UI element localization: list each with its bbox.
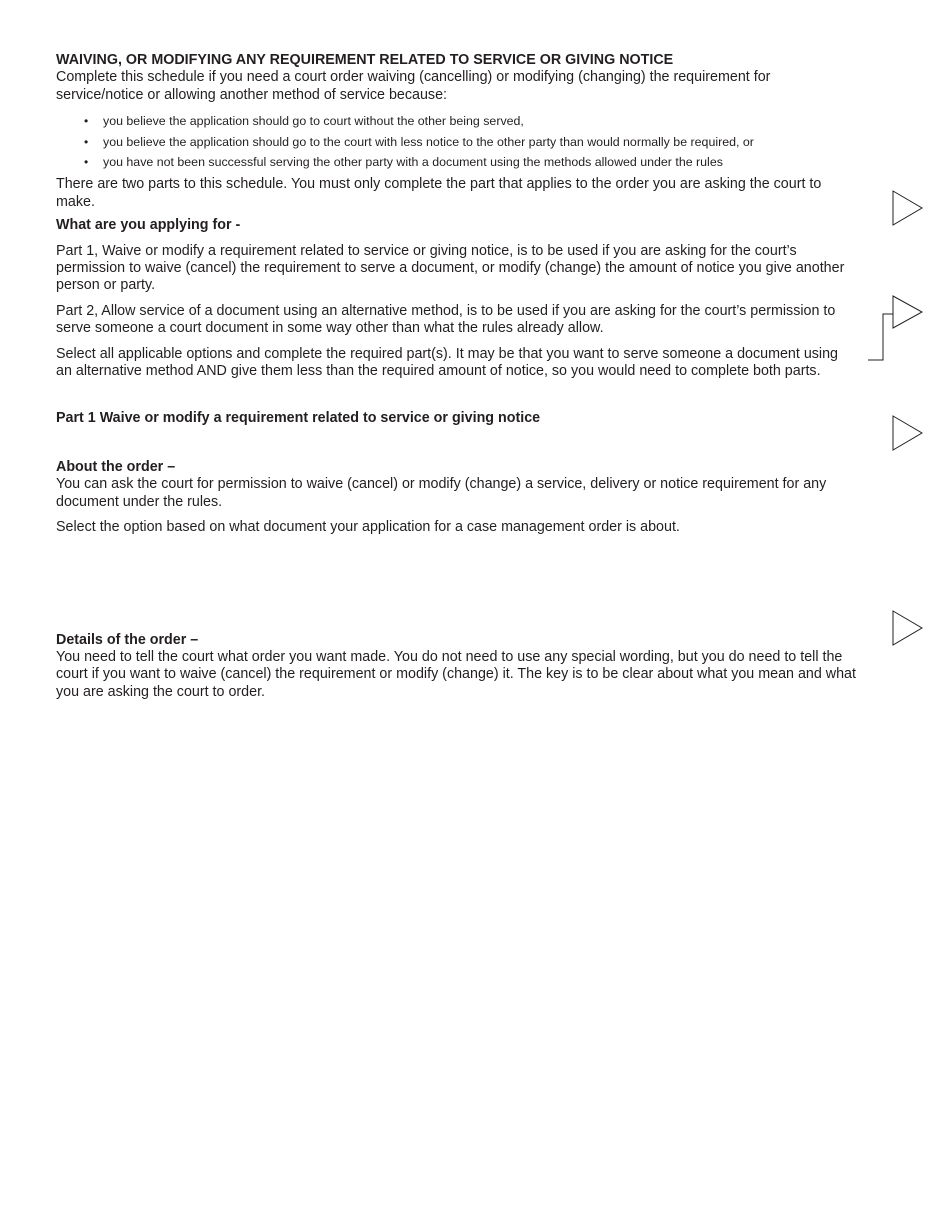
list-item: • you believe the application should go to court without the other being served, <box>56 114 856 129</box>
details-order-text: You need to tell the court what order you want made. You do not need to use any special wording, but you do need to tell the court if you want to waive (cancel) the requirement or modify (change) it. The key is to be clear about what you mean and what you are asking the court to order. <box>56 648 856 700</box>
select-option-text: Select the option based on what document your application for a case management order is about. <box>56 519 680 536</box>
about-order-heading: About the order – <box>56 458 176 475</box>
triangle-arrow-icon <box>892 415 924 451</box>
reasons-list <box>56 114 856 170</box>
triangle-arrow-icon <box>892 610 924 646</box>
section-title: WAIVING, OR MODIFYING ANY REQUIREMENT RELATED TO SERVICE OR GIVING NOTICE <box>56 52 674 68</box>
details-order-heading: Details of the order – <box>56 631 199 648</box>
triangle-arrow-icon <box>892 190 924 226</box>
part1-description: Part 1, Waive or modify a requirement related to service or giving notice, is to be used if you are asking for the court’s permission to waive (cancel) the requirement to serve a document, or modify (change) the amount of notice you give another person or party. <box>56 242 845 294</box>
list-item: • you have not been successful serving the other party with a document using the methods allowed under the rules <box>56 155 856 170</box>
list-item: • you believe the application should go to the court with less notice to the other party than would normally be required, or <box>56 135 856 150</box>
two-parts-text: There are two parts to this schedule. You must only complete the part that applies to the order you are asking the court to make. <box>56 176 822 210</box>
about-order-text: You can ask the court for permission to waive (cancel) or modify (change) a service, delivery or notice requirement for any document under the rules. <box>56 476 827 510</box>
schedule-content <box>56 52 856 701</box>
part1-heading: Part 1 Waive or modify a requirement related to service or giving notice <box>56 410 541 427</box>
part2-description: Part 2, Allow service of a document using an alternative method, is to be used if you are asking for the court’s permission to serve someone a court document in some way other than what the rules already allow. <box>56 302 836 337</box>
select-all-text: Select all applicable options and complete the required part(s). It may be that you want to serve someone a document using an alternative method AND give them less than the required amount of notice, so you would need to complete both parts. <box>56 345 839 380</box>
applying-heading: What are you applying for - <box>56 217 241 234</box>
section-intro: Complete this schedule if you need a court order waiving (cancelling) or modifying (changing) the requirement for service/notice or allowing another method of service because: <box>56 69 771 103</box>
bracket-arrow-icon <box>866 294 924 364</box>
